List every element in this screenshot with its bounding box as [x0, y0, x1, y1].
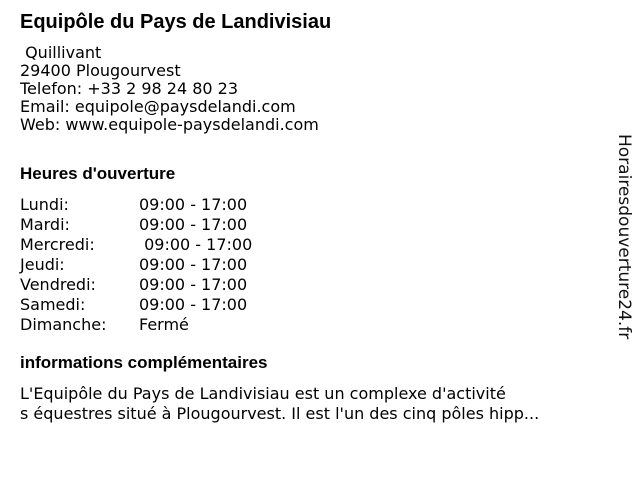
time-value: 09:00 - 17:00 — [139, 275, 248, 294]
phone-line[interactable]: Telefon: +33 2 98 24 80 23 — [20, 79, 239, 98]
contact-block — [20, 44, 319, 134]
time-value: Fermé — [139, 315, 189, 334]
address-city: 29400 Plougourvest — [20, 61, 181, 80]
info-heading: informations complémentaires — [20, 353, 268, 372]
time-value: 09:00 - 17:00 — [139, 215, 248, 234]
info-line-1: L'Equipôle du Pays de Landivisiau est un complexe d'activité — [20, 384, 506, 403]
page-title: Equipôle du Pays de Landivisiau — [20, 11, 332, 33]
time-value: 09:00 - 17:00 — [139, 255, 248, 274]
day-label: Jeudi: — [20, 255, 65, 274]
time-value: 09:00 - 17:00 — [139, 195, 248, 214]
site-watermark-label: Horairesdouverture24.fr — [614, 134, 634, 340]
info-description — [20, 384, 620, 424]
day-label: Mercredi: — [20, 235, 95, 254]
email-line[interactable]: Email: equipole@paysdelandi.com — [20, 97, 296, 116]
time-value: 09:00 - 17:00 — [139, 235, 253, 254]
day-label: Lundi: — [20, 195, 69, 214]
time-value: 09:00 - 17:00 — [139, 295, 248, 314]
web-line[interactable]: Web: www.equipole-paysdelandi.com — [20, 115, 319, 134]
day-label: Vendredi: — [20, 275, 96, 294]
hours-heading: Heures d'ouverture — [20, 164, 176, 183]
info-line-2: s équestres situé à Plougourvest. Il est l'un des cinq pôles hipp... — [20, 404, 540, 423]
day-label: Mardi: — [20, 215, 70, 234]
day-label: Samedi: — [20, 295, 86, 314]
address-street: Quillivant — [20, 43, 102, 62]
day-label: Dimanche: — [20, 315, 107, 334]
